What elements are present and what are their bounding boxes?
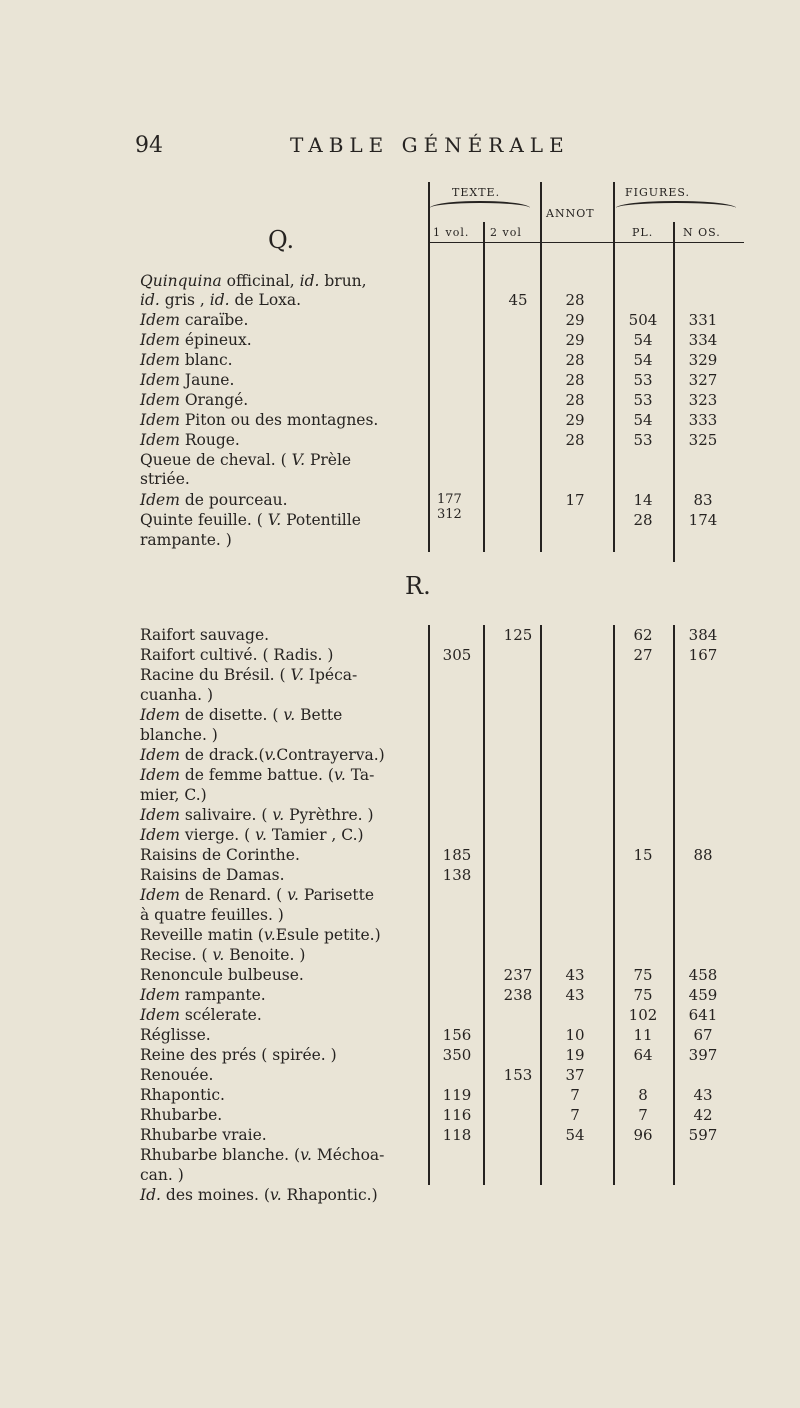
index-entry xyxy=(140,886,425,905)
entry-text: Prèle xyxy=(305,451,352,469)
index-number: 116 xyxy=(442,1106,472,1124)
index-number: 153 xyxy=(503,1066,533,1084)
index-number: 641 xyxy=(688,1006,718,1024)
index-number: 333 xyxy=(688,411,718,429)
index-number: 28 xyxy=(565,391,585,409)
index-entry xyxy=(140,666,425,685)
entry-text: Bette xyxy=(295,706,343,724)
entry-italic-text: Idem xyxy=(140,1006,180,1024)
col-rule-4 xyxy=(613,182,615,552)
index-number: 29 xyxy=(565,311,585,329)
entry-text: Rhubarbe blanche. ( xyxy=(140,1146,301,1164)
index-number: 331 xyxy=(688,311,718,329)
entry-italic-text: v. xyxy=(212,946,225,964)
index-number: 238 xyxy=(503,986,533,1004)
entry-text: Benoite. ) xyxy=(224,946,306,964)
entry-italic-text: Idem xyxy=(140,806,180,824)
entry-text: salivaire. ( xyxy=(179,806,273,824)
index-number: 185 xyxy=(442,846,472,864)
index-number: 53 xyxy=(633,391,653,409)
index-entry xyxy=(140,331,425,350)
index-number: 14 xyxy=(633,491,653,509)
index-number: 54 xyxy=(633,331,653,349)
index-number: 43 xyxy=(565,986,585,1004)
index-number: 459 xyxy=(688,986,718,1004)
index-number: 384 xyxy=(688,626,718,644)
entry-text: Raisins de Damas. xyxy=(140,866,285,884)
entry-italic-text: Idem xyxy=(140,351,180,369)
index-entry xyxy=(140,1066,425,1085)
index-entry xyxy=(140,706,425,725)
index-number: 138 xyxy=(442,866,472,884)
index-entry xyxy=(140,786,425,805)
col-rule-3 xyxy=(540,182,542,552)
index-entry xyxy=(140,906,425,925)
entry-italic-text: v. xyxy=(263,926,276,944)
entry-text: Rhubarbe vraie. xyxy=(140,1126,267,1144)
entry-italic-text: V. xyxy=(267,511,282,529)
header-vol2: 2 vol xyxy=(490,226,522,239)
index-entry xyxy=(140,1106,425,1125)
entry-text: Rhapontic. xyxy=(140,1086,225,1104)
entry-text: Méchoa- xyxy=(311,1146,385,1164)
index-number: 67 xyxy=(693,1026,713,1044)
index-number: 28 xyxy=(565,351,585,369)
entry-text: Quinte feuille. ( xyxy=(140,511,268,529)
section-letter-q: Q. xyxy=(268,226,295,254)
entry-text: gris , xyxy=(159,291,210,309)
index-number: 327 xyxy=(688,371,718,389)
index-number: 305 xyxy=(442,646,472,664)
index-number: 102 xyxy=(628,1006,658,1024)
index-number: 458 xyxy=(688,966,718,984)
index-entry xyxy=(140,291,425,310)
entry-text: Ta- xyxy=(345,766,375,784)
index-entry xyxy=(140,451,425,470)
index-entry xyxy=(140,272,425,291)
entry-text: Raifort cultivé. ( Radis. ) xyxy=(140,646,334,664)
index-entry xyxy=(140,926,425,945)
index-entry xyxy=(140,946,425,965)
index-entry xyxy=(140,1046,425,1065)
index-number: 334 xyxy=(688,331,718,349)
entry-text: de femme battue. ( xyxy=(179,766,334,784)
index-number: 54 xyxy=(633,351,653,369)
index-number: 29 xyxy=(565,331,585,349)
index-number: 119 xyxy=(442,1086,472,1104)
index-number: 11 xyxy=(633,1026,653,1044)
index-entry xyxy=(140,806,425,825)
index-number: 28 xyxy=(565,371,585,389)
index-entry xyxy=(140,351,425,370)
entry-text: Rhapontic.) xyxy=(281,1186,378,1204)
index-number: 597 xyxy=(688,1126,718,1144)
entry-text: Renoncule bulbeuse. xyxy=(140,966,304,984)
entry-text: Contrayerva.) xyxy=(276,746,385,764)
entry-text: Orangé. xyxy=(179,391,249,409)
index-number: 96 xyxy=(633,1126,653,1144)
index-number: 125 xyxy=(503,626,533,644)
index-number: 64 xyxy=(633,1046,653,1064)
index-number: 329 xyxy=(688,351,718,369)
texte-brace xyxy=(430,201,530,215)
entry-italic-text: v. xyxy=(272,806,285,824)
entry-text: Raisins de Corinthe. xyxy=(140,846,300,864)
index-entry xyxy=(140,746,425,765)
index-entry xyxy=(140,1126,425,1145)
bracket-number-top: 177 xyxy=(437,492,462,507)
header-rule xyxy=(428,242,744,243)
index-entry xyxy=(140,986,425,1005)
entry-text: vierge. ( xyxy=(179,826,256,844)
index-number: 397 xyxy=(688,1046,718,1064)
entry-italic-text: Idem xyxy=(140,311,180,329)
index-number: 7 xyxy=(638,1106,648,1124)
entry-italic-text: Id. xyxy=(140,1186,161,1204)
entry-text: de Renard. ( xyxy=(179,886,288,904)
entry-text: cuanha. ) xyxy=(140,686,214,704)
col-rule-2b xyxy=(483,625,485,1185)
index-number: 504 xyxy=(628,311,658,329)
entry-text: Piton ou des montagnes. xyxy=(179,411,379,429)
index-number: 45 xyxy=(508,291,528,309)
index-number: 8 xyxy=(638,1086,648,1104)
index-entry xyxy=(140,431,425,450)
entry-text: épineux. xyxy=(179,331,252,349)
index-number: 75 xyxy=(633,986,653,1004)
entry-text: à quatre feuilles. ) xyxy=(140,906,284,924)
entry-text: Recise. ( xyxy=(140,946,213,964)
entry-italic-text: Idem xyxy=(140,331,180,349)
index-number: 156 xyxy=(442,1026,472,1044)
entry-text: Ipéca- xyxy=(303,666,358,684)
entry-italic-text: Idem xyxy=(140,706,180,724)
entry-italic-text: v. xyxy=(255,826,267,844)
index-number: 237 xyxy=(503,966,533,984)
col-rule-2 xyxy=(483,222,485,552)
entry-italic-text: Idem xyxy=(140,431,180,449)
index-number: 29 xyxy=(565,411,585,429)
index-number: 28 xyxy=(565,291,585,309)
index-entry xyxy=(140,1166,425,1185)
entry-italic-text: v. xyxy=(283,706,296,724)
index-entry xyxy=(140,866,425,885)
index-entry xyxy=(140,626,425,645)
section-letter-r: R. xyxy=(405,572,431,600)
entry-text: caraïbe. xyxy=(179,311,249,329)
entry-text: rampante. xyxy=(179,986,266,1004)
entry-italic-text: id. xyxy=(209,291,230,309)
index-number: 28 xyxy=(633,511,653,529)
index-entry xyxy=(140,1006,425,1025)
entry-italic-text: Idem xyxy=(140,371,180,389)
header-texte: TEXTE. xyxy=(452,186,501,199)
header-pl: PL. xyxy=(632,226,654,239)
index-number: 167 xyxy=(688,646,718,664)
index-number: 174 xyxy=(688,511,718,529)
index-entry xyxy=(140,966,425,985)
index-number: 15 xyxy=(633,846,653,864)
index-entry xyxy=(140,311,425,330)
index-number: 28 xyxy=(565,431,585,449)
index-number: 88 xyxy=(693,846,713,864)
index-number: 75 xyxy=(633,966,653,984)
entry-italic-text: id. xyxy=(299,272,320,290)
index-entry xyxy=(140,411,425,430)
index-entry xyxy=(140,511,425,530)
index-number: 27 xyxy=(633,646,653,664)
entry-italic-text: v. xyxy=(269,1186,282,1204)
index-number: 118 xyxy=(442,1126,472,1144)
entry-text: Parisette xyxy=(298,886,374,904)
index-number: 7 xyxy=(570,1086,580,1104)
index-entry xyxy=(140,531,425,550)
index-entry xyxy=(140,1026,425,1045)
index-entry xyxy=(140,846,425,865)
index-number: 7 xyxy=(570,1106,580,1124)
index-entry xyxy=(140,391,425,410)
entry-text: Reveille matin ( xyxy=(140,926,264,944)
entry-italic-text: v. xyxy=(264,746,277,764)
index-entry xyxy=(140,726,425,745)
index-number: 17 xyxy=(565,491,585,509)
entry-text: officinal, xyxy=(221,272,300,290)
entry-italic-text: Idem xyxy=(140,886,180,904)
entry-text: de Loxa. xyxy=(229,291,302,309)
index-entry xyxy=(140,1086,425,1105)
index-number: 54 xyxy=(565,1126,585,1144)
entry-text: Reine des prés ( spirée. ) xyxy=(140,1046,337,1064)
header-figures: FIGURES. xyxy=(625,186,690,199)
index-number: 53 xyxy=(633,431,653,449)
index-entry xyxy=(140,491,425,510)
index-entry xyxy=(140,686,425,705)
entry-text: Réglisse. xyxy=(140,1026,211,1044)
entry-text: Rhubarbe. xyxy=(140,1106,223,1124)
index-entry xyxy=(140,826,425,845)
entry-text: Renouée. xyxy=(140,1066,214,1084)
entry-italic-text: V. xyxy=(291,451,306,469)
index-number: 19 xyxy=(565,1046,585,1064)
entry-italic-text: id. xyxy=(140,291,160,309)
index-entry xyxy=(140,371,425,390)
header-vol1: 1 vol. xyxy=(433,226,470,239)
entry-italic-text: Idem xyxy=(140,411,180,429)
col-rule-4b xyxy=(613,625,615,1185)
entry-italic-text: Quinquina xyxy=(140,272,222,290)
entry-text: Tamier , C.) xyxy=(266,826,364,844)
entry-text: Potentille xyxy=(281,511,361,529)
entry-text: blanche. ) xyxy=(140,726,218,744)
entry-text: Raifort sauvage. xyxy=(140,626,270,644)
page-title: TABLE GÉNÉRALE xyxy=(290,133,570,157)
entry-text: Pyrèthre. ) xyxy=(284,806,374,824)
entry-italic-text: V. xyxy=(290,666,304,684)
index-entry xyxy=(140,646,425,665)
entry-italic-text: Idem xyxy=(140,491,180,509)
page-number: 94 xyxy=(135,133,163,158)
index-entry xyxy=(140,766,425,785)
index-entry xyxy=(140,1186,425,1205)
index-number: 42 xyxy=(693,1106,713,1124)
entry-text: mier, C.) xyxy=(140,786,207,804)
entry-text: Rouge. xyxy=(179,431,240,449)
entry-italic-text: Idem xyxy=(140,826,180,844)
entry-italic-text: v. xyxy=(300,1146,312,1164)
bracket-number-bottom: 312 xyxy=(437,507,462,522)
index-number: 325 xyxy=(688,431,718,449)
entry-text: rampante. ) xyxy=(140,531,232,549)
index-number: 62 xyxy=(633,626,653,644)
col-rule-1b xyxy=(428,625,430,1185)
entry-text: de drack.( xyxy=(179,746,265,764)
index-number: 350 xyxy=(442,1046,472,1064)
entry-text: striée. xyxy=(140,470,190,488)
index-number: 43 xyxy=(693,1086,713,1104)
header-annot: ANNOT xyxy=(546,207,595,220)
index-number: 37 xyxy=(565,1066,585,1084)
entry-italic-text: Idem xyxy=(140,391,180,409)
entry-text: de disette. ( xyxy=(179,706,284,724)
col-rule-5b xyxy=(673,625,675,1185)
index-entry xyxy=(140,1146,425,1165)
entry-italic-text: Idem xyxy=(140,746,180,764)
col-rule-5 xyxy=(673,222,675,562)
figures-brace xyxy=(616,201,736,215)
entry-text: des moines. ( xyxy=(160,1186,270,1204)
entry-text: Queue de cheval. ( xyxy=(140,451,292,469)
entry-text: de pourceau. xyxy=(179,491,288,509)
entry-italic-text: Idem xyxy=(140,986,180,1004)
col-rule-1 xyxy=(428,182,430,552)
col-rule-3b xyxy=(540,625,542,1185)
entry-text: Jaune. xyxy=(179,371,235,389)
index-entry xyxy=(140,470,425,489)
entry-text: blanc. xyxy=(179,351,233,369)
entry-text: Esule petite.) xyxy=(275,926,381,944)
index-number: 54 xyxy=(633,411,653,429)
header-nos: N OS. xyxy=(683,226,721,239)
entry-italic-text: v. xyxy=(333,766,346,784)
index-number: 10 xyxy=(565,1026,585,1044)
entry-text: can. ) xyxy=(140,1166,184,1184)
entry-italic-text: Idem xyxy=(140,766,180,784)
entry-text: Racine du Brésil. ( xyxy=(140,666,291,684)
index-number: 43 xyxy=(565,966,585,984)
index-number: 323 xyxy=(688,391,718,409)
index-number: 83 xyxy=(693,491,713,509)
index-number: 53 xyxy=(633,371,653,389)
entry-text: brun, xyxy=(319,272,367,290)
entry-text: scélerate. xyxy=(179,1006,262,1024)
entry-italic-text: v. xyxy=(287,886,299,904)
